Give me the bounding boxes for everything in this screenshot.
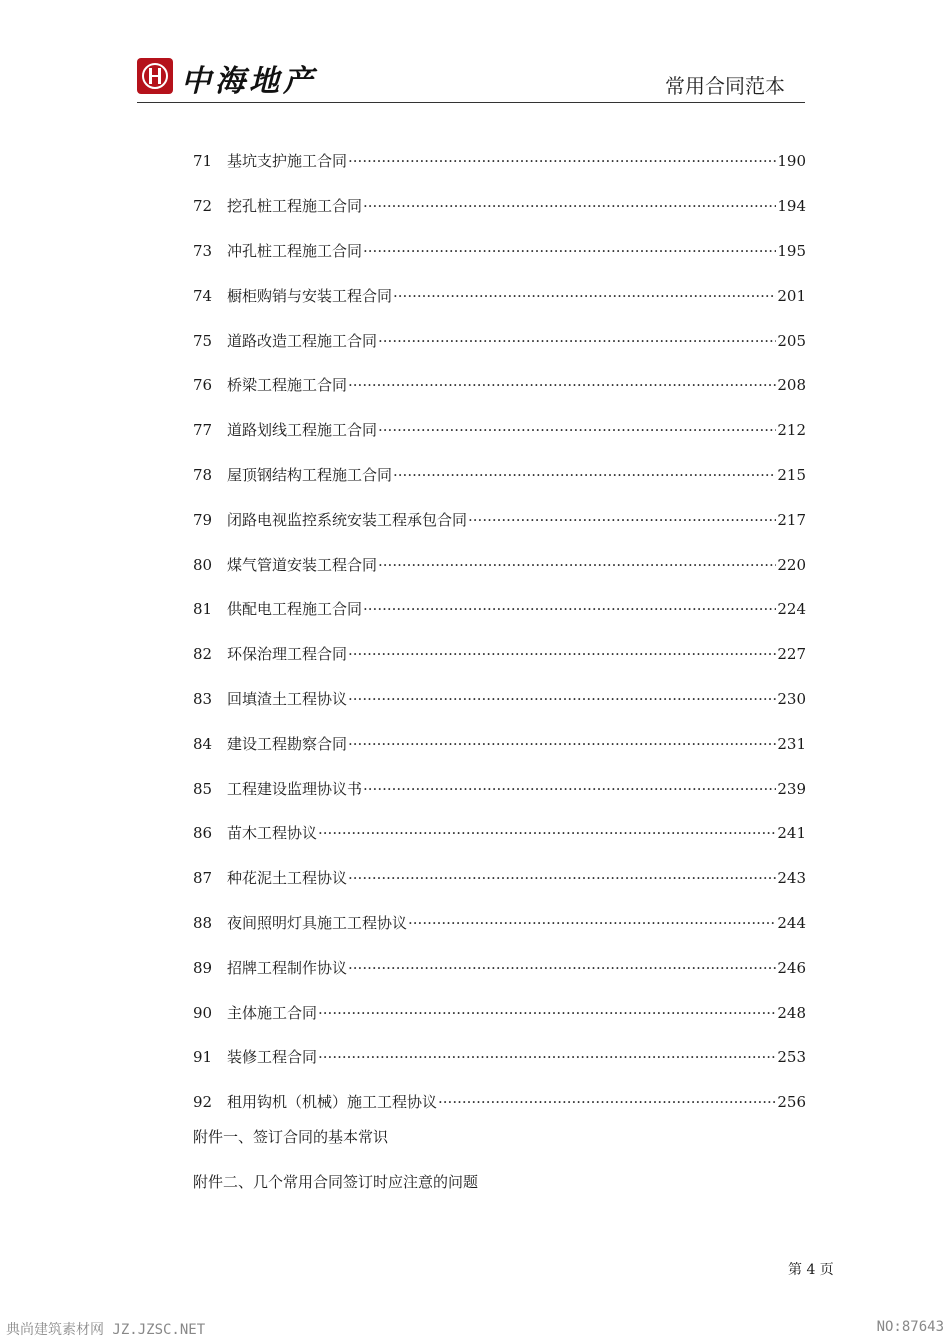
toc-number: 83 bbox=[193, 689, 213, 708]
toc-page: 220 bbox=[777, 555, 806, 574]
toc-number: 71 bbox=[193, 152, 213, 171]
toc-entry[interactable] bbox=[193, 811, 806, 856]
toc-number: 89 bbox=[193, 958, 213, 977]
toc-title: 回填渣土工程协议 bbox=[227, 689, 348, 708]
toc-title: 道路改造工程施工合同 bbox=[227, 331, 378, 350]
toc-number: 92 bbox=[193, 1093, 213, 1112]
toc-number: 88 bbox=[193, 913, 213, 932]
toc-page: 227 bbox=[777, 645, 806, 664]
page-number: 第 4 页 bbox=[788, 1262, 834, 1278]
toc-number: 82 bbox=[193, 645, 213, 664]
dot-leader bbox=[348, 734, 776, 754]
toc-number: 81 bbox=[193, 600, 213, 619]
toc-title: 屋顶钢结构工程施工合同 bbox=[227, 465, 393, 484]
toc-number: 84 bbox=[193, 734, 213, 753]
toc-number: 74 bbox=[193, 286, 213, 305]
document-title: 常用合同范本 bbox=[665, 74, 785, 98]
dot-leader bbox=[363, 599, 776, 619]
toc-title: 租用钩机（机械）施工工程协议 bbox=[227, 1093, 438, 1112]
annex-1: 附件一、签订合同的基本常识 bbox=[193, 1128, 389, 1146]
toc-page: 239 bbox=[777, 779, 806, 798]
toc-entry[interactable] bbox=[193, 453, 806, 498]
toc-title: 桥梁工程施工合同 bbox=[227, 376, 348, 395]
toc-entry[interactable] bbox=[193, 184, 806, 229]
dot-leader bbox=[318, 1047, 776, 1067]
dot-leader bbox=[393, 465, 776, 485]
toc-entry[interactable] bbox=[193, 721, 806, 766]
toc-number: 90 bbox=[193, 1003, 213, 1022]
toc-page: 243 bbox=[777, 869, 806, 888]
toc-title: 闭路电视监控系统安装工程承包合同 bbox=[227, 510, 468, 529]
dot-leader bbox=[408, 913, 776, 933]
toc-entry[interactable] bbox=[193, 990, 806, 1035]
dot-leader bbox=[378, 420, 776, 440]
toc-entry[interactable] bbox=[193, 901, 806, 946]
dot-leader bbox=[363, 779, 776, 799]
toc-page: 248 bbox=[777, 1003, 806, 1022]
toc-title: 装修工程合同 bbox=[227, 1048, 318, 1067]
logo-text: 中海地产 bbox=[181, 64, 317, 99]
annex-2: 附件二、几个常用合同签订时应注意的问题 bbox=[193, 1173, 479, 1191]
toc-number: 86 bbox=[193, 824, 213, 843]
toc-title: 工程建设监理协议书 bbox=[227, 779, 363, 798]
toc-title: 夜间照明灯具施工工程协议 bbox=[227, 913, 408, 932]
toc-number: 76 bbox=[193, 376, 213, 395]
dot-leader bbox=[348, 868, 776, 888]
toc-entry[interactable] bbox=[193, 408, 806, 453]
toc-page: 208 bbox=[777, 376, 806, 395]
toc-entry[interactable] bbox=[193, 1080, 806, 1125]
toc-title: 建设工程勘察合同 bbox=[227, 734, 348, 753]
toc-entry[interactable] bbox=[193, 542, 806, 587]
dot-leader bbox=[348, 644, 776, 664]
toc-title: 供配电工程施工合同 bbox=[227, 600, 363, 619]
toc-page: 253 bbox=[777, 1048, 806, 1067]
toc-page: 194 bbox=[777, 197, 806, 216]
dot-leader bbox=[378, 555, 776, 575]
toc-page: 231 bbox=[777, 734, 806, 753]
toc-entry[interactable] bbox=[193, 677, 806, 722]
toc-page: 256 bbox=[777, 1093, 806, 1112]
toc-number: 73 bbox=[193, 241, 213, 260]
toc-entry[interactable] bbox=[193, 945, 806, 990]
toc-entry[interactable] bbox=[193, 856, 806, 901]
toc-page: 230 bbox=[777, 689, 806, 708]
toc-entry[interactable] bbox=[193, 363, 806, 408]
toc-title: 招牌工程制作协议 bbox=[227, 958, 348, 977]
page-header bbox=[137, 52, 805, 103]
dot-leader bbox=[318, 1003, 776, 1023]
dot-leader bbox=[363, 241, 776, 261]
dot-leader bbox=[468, 510, 776, 530]
dot-leader bbox=[393, 286, 776, 306]
toc-title: 环保治理工程合同 bbox=[227, 645, 348, 664]
toc-entry[interactable] bbox=[193, 229, 806, 274]
toc-title: 煤气管道安装工程合同 bbox=[227, 555, 378, 574]
dot-leader bbox=[348, 689, 776, 709]
toc-title: 挖孔桩工程施工合同 bbox=[227, 197, 363, 216]
logo-icon bbox=[137, 58, 173, 94]
table-of-contents bbox=[193, 139, 806, 1125]
watermark-site: 典尚建筑素材网 JZ.JZSC.NET bbox=[6, 1322, 206, 1338]
toc-page: 195 bbox=[777, 241, 806, 260]
toc-title: 道路划线工程施工合同 bbox=[227, 421, 378, 440]
toc-page: 241 bbox=[777, 824, 806, 843]
toc-number: 75 bbox=[193, 331, 213, 350]
dot-leader bbox=[318, 823, 776, 843]
toc-page: 244 bbox=[777, 913, 806, 932]
toc-title: 冲孔桩工程施工合同 bbox=[227, 241, 363, 260]
watermark-number: NO:87643 bbox=[876, 1319, 944, 1335]
dot-leader bbox=[363, 196, 776, 216]
toc-entry[interactable] bbox=[193, 632, 806, 677]
toc-number: 80 bbox=[193, 555, 213, 574]
toc-title: 种花泥土工程协议 bbox=[227, 869, 348, 888]
toc-number: 79 bbox=[193, 510, 213, 529]
toc-title: 主体施工合同 bbox=[227, 1003, 318, 1022]
toc-title: 橱柜购销与安装工程合同 bbox=[227, 286, 393, 305]
dot-leader bbox=[378, 331, 776, 351]
toc-number: 77 bbox=[193, 421, 213, 440]
toc-entry[interactable] bbox=[193, 318, 806, 363]
toc-number: 78 bbox=[193, 465, 213, 484]
toc-entry[interactable] bbox=[193, 766, 806, 811]
toc-page: 215 bbox=[777, 465, 806, 484]
toc-number: 87 bbox=[193, 869, 213, 888]
toc-number: 72 bbox=[193, 197, 213, 216]
toc-entry[interactable] bbox=[193, 273, 806, 318]
dot-leader bbox=[348, 151, 776, 171]
toc-number: 91 bbox=[193, 1048, 213, 1067]
toc-page: 201 bbox=[777, 286, 806, 305]
dot-leader bbox=[438, 1092, 776, 1112]
toc-title: 基坑支护施工合同 bbox=[227, 152, 348, 171]
toc-page: 224 bbox=[777, 600, 806, 619]
toc-entry[interactable] bbox=[193, 139, 806, 184]
toc-entry[interactable] bbox=[193, 497, 806, 542]
toc-page: 190 bbox=[777, 152, 806, 171]
toc-number: 85 bbox=[193, 779, 213, 798]
toc-page: 217 bbox=[777, 510, 806, 529]
toc-entry[interactable] bbox=[193, 1035, 806, 1080]
dot-leader bbox=[348, 375, 776, 395]
toc-page: 212 bbox=[777, 421, 806, 440]
toc-page: 205 bbox=[777, 331, 806, 350]
toc-page: 246 bbox=[777, 958, 806, 977]
toc-entry[interactable] bbox=[193, 587, 806, 632]
toc-title: 苗木工程协议 bbox=[227, 824, 318, 843]
dot-leader bbox=[348, 958, 776, 978]
